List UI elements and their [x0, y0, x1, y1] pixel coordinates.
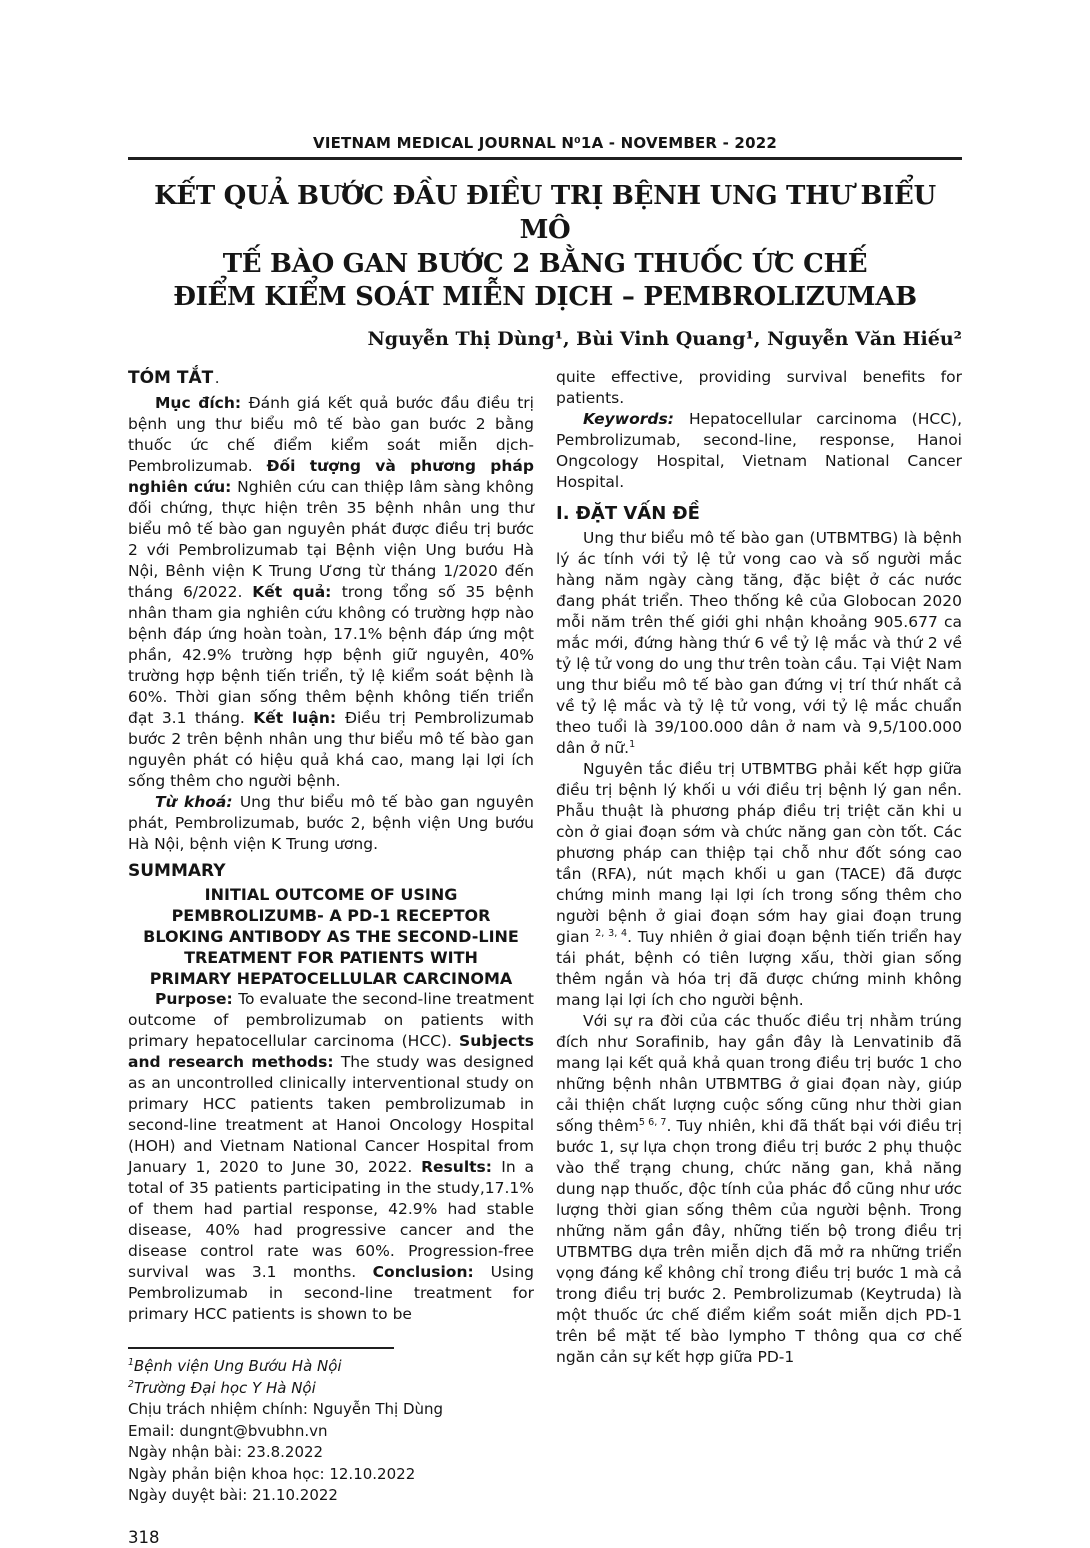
introduction-heading: I. ĐẶT VẤN ĐỀ: [556, 503, 700, 525]
journal-header: VIETNAM MEDICAL JOURNAL N⁰1A - NOVEMBER - 2022: [313, 134, 777, 152]
email-line: Email: dungnt@bvubhn.vn: [128, 1421, 328, 1440]
intro-paragraph-3: Với sự ra đời của các thuốc điều trị nhằm trúng đích như Sorafinib, hay gần đây là Lenvatinib đã mang lại kết quả khả quan trong điều trị bước 1 cho những bệnh nhân UTBMTBG ở giai đọan này, giúp cải thiện chất lượng cuộc sống cũng như thời gian sống thêm$^{5 6, 7}$. Tuy nhiên, khi đã thất bại với điều trị bước 1, sự lựa chọn trong điều trị bước 2 phụ thuộc vào thể trạng chung, chức năng gan, khả năng dung nạp thuốc, độc tính của phác đồ cũng như ước lượng thời gian sống thêm của người bệnh. Trong những năm gần đây, những tiến bộ trong điều trị UTBMTBG dựa trên miễn dịch đã mở ra những triển vọng đáng kể không chỉ trong điều trị bước 1 mà cả trong điều trị bước 2. Pembrolizumab (Keytruda) là một thuốc ức chế điểm kiểm soát miễn dịch PD-1 trên bề mặt tế bào lympho T thông qua cơ chế ngăn cản sự kết hợp giữa PD-1: [556, 1012, 962, 1367]
review-date-line: Ngày phản biện khoa học: 12.10.2022: [128, 1464, 416, 1483]
abstract-heading-dot: .: [215, 375, 220, 387]
summary-title: [128, 884, 534, 989]
authors-line: Nguyễn Thị Dùng¹, Bùi Vinh Quang¹, Nguyễn Văn Hiếu²: [367, 328, 962, 351]
corresponding-author-line: Chịu trách nhiệm chính: Nguyễn Thị Dùng: [128, 1400, 444, 1419]
abstract-paragraph: Mục đích: Đánh giá kết quả bước đầu điều trị bệnh ung thư biểu mô tế bào gan bước 2 bằng thuốc ức chế điểm kiểm soát miễn dịch- Pembrolizumab. Đối tượng và phương pháp nghiên cứu: Nghiên cứu can thiệp lâm sàng không đối chứng, thực hiện trên 35 bệnh nhân ung thư biểu mô tế bào gan nguyên phát được điều trị bước 2 với Pembrolizumab tại Bệnh viện Ung bướu Hà Nội, Bênh viện K Trung Ương từ tháng 1/2020 đến tháng 6/2022. Kết quả: trong tổng số 35 bệnh nhân tham gia nghiên cứu không có trường hợp nào bệnh đáp ứng hoàn toàn, 17.1% bệnh đáp ứng một phần, 42.9% trường hợp bệnh giữ nguyên, 40% trường hợp bệnh tiến triển, tỷ lệ kiểm soát bệnh là 60%. Thời gian sống thêm bệnh không tiến triển đạt 3.1 tháng. Kết luận: Điều trị Pembrolizumab bước 2 trên bệnh nhân ung thư biểu mô tế bào gan nguyên phát có hiệu quả khá cao, mang lại lợi ích sống thêm cho người bệnh.: [128, 394, 534, 791]
article-title-line-3: ĐIỂM KIỂM SOÁT MIỄN DỊCH – PEMBROLIZUMAB: [173, 282, 917, 313]
summary-paragraph: Purpose: To evaluate the second-line treatment outcome of pembrolizumab on patients with primary hepatocellular carcinoma (HCC). Subjects and research methods: The study was designed as an uncontrolled clinically interventional study on primary HCC patients taken pembrolizumab in second-line treatment at Hanoi Oncology Hospital (HOH) and Vietnam National Cancer Hospital from January 1, 2020 to June 30, 2022. Results: In a total of 35 patients participating in the study,17.1% of them had partial response, 42.9% had stable disease, 40% had progressive cancer and the disease control rate was 60%. Progression-free survival was 3.1 months. Conclusion: Using Pembrolizumab in second-line treatment for primary HCC patients is shown to be: [128, 990, 535, 1324]
abstract-heading: [128, 368, 534, 391]
two-column-body: [128, 367, 962, 1548]
accepted-date-line: Ngày duyệt bài: 21.10.2022: [128, 1486, 338, 1505]
affiliation-1: [128, 1356, 534, 1378]
summary-title-line-5: PRIMARY HEPATOCELLULAR CARCINOMA: [149, 969, 513, 989]
header-divider: [128, 157, 962, 160]
abstract-heading-text: TÓM TẮT: [128, 368, 214, 389]
article-title-line-2: TẾ BÀO GAN BƯỚC 2 BẰNG THUỐC ỨC CHẾ: [222, 248, 868, 279]
footnote-divider: [128, 1347, 394, 1349]
affiliation-2-marker: 2: [128, 1378, 134, 1390]
summary-heading: SUMMARY: [128, 861, 226, 882]
english-keywords-paragraph: Keywords: Hepatocellular carcinoma (HCC), Pembrolizumab, second-line, response, Hanoi Ongcology Hospital, Vietnam National Cancer Hospital.: [556, 410, 962, 492]
summary-title-line-2: PEMBROLIZUMB- A PD-1 RECEPTOR: [171, 906, 491, 926]
page-number: 318: [128, 1527, 160, 1547]
summary-title-line-4: TREATMENT FOR PATIENTS WITH: [184, 948, 478, 968]
left-column: [128, 367, 534, 1548]
summary-continuation-paragraph: quite effective, providing survival benefits for patients.: [556, 368, 962, 408]
received-date-line: Ngày nhận bài: 23.8.2022: [128, 1443, 324, 1462]
right-column: [556, 367, 962, 1548]
affiliation-2: [128, 1378, 534, 1400]
intro-paragraph-2: Nguyên tắc điều trị UTBMTBG phải kết hợp giữa điều trị bệnh lý khối u với điều trị bệnh lý gan nền. Phẫu thuật là phương pháp điều trị triệt căn khi u còn ở giai đoạn sớm và chức năng gan còn tốt. Các phương pháp can thiệp tại chỗ như đốt sóng cao tần (RFA), nút mạch khối u gan (TACE) đã được chứng minh mang lại lợi ích trong sống thêm cho người bệnh ở giai đoạn sớm hay giai đoạn trung gian $^{2, 3, 4}$. Tuy nhiên ở giai đoạn bệnh tiến triển hay tái phát, bệnh có tiên lượng xấu, thời gian sống thêm ngắn và hóa trị đã được chứng minh không mang lại lợi ích cho người bệnh.: [556, 760, 962, 1010]
affiliation-1-text: Bệnh viện Ung Bướu Hà Nội: [133, 1357, 342, 1376]
affiliation-1-marker: 1: [128, 1357, 134, 1369]
article-title-line-1: KẾT QUẢ BƯỚC ĐẦU ĐIỀU TRỊ BỆNH UNG THƯ BIỂU MÔ: [154, 181, 936, 245]
summary-title-line-3: BLOKING ANTIBODY AS THE SECOND-LINE: [143, 927, 519, 947]
footnotes-block: [128, 1347, 534, 1507]
abstract-keywords-paragraph: Từ khoá: Ung thư biểu mô tế bào gan nguyên phát, Pembrolizumab, bước 2, bệnh viện Ung bướu Hà Nội, bệnh viện K Trung ương.: [128, 793, 534, 854]
affiliation-2-text: Trường Đại học Y Hà Nội: [133, 1378, 316, 1397]
summary-title-line-1: INITIAL OUTCOME OF USING: [204, 885, 458, 905]
article-title: [128, 180, 962, 315]
intro-paragraph-1: Ung thư biểu mô tế bào gan (UTBMTBG) là bệnh lý ác tính với tỷ lệ tử vong cao và số người mắc hàng năm ngày càng tăng, đặc biệt ở các nước đang phát triển. Theo thống kê của Globocan 2020 mỗi năm trên thế giới ghi nhận khoảng 905.677 ca mắc mới, đứng hàng thứ 6 về tỷ lệ mắc và thứ 2 về tỷ lệ tử vong do ung thư trên toàn cầu. Tại Việt Nam ung thư biểu mô tế bào gan đứng vị trí thứ nhất cả về tỷ lệ mắc và tỷ lệ tử vong, với tỷ lệ mắc chuẩn theo tuổi là 39/100.000 dân ở nam và 9,5/100.000 dân ở nữ.$^1$: [556, 529, 962, 758]
